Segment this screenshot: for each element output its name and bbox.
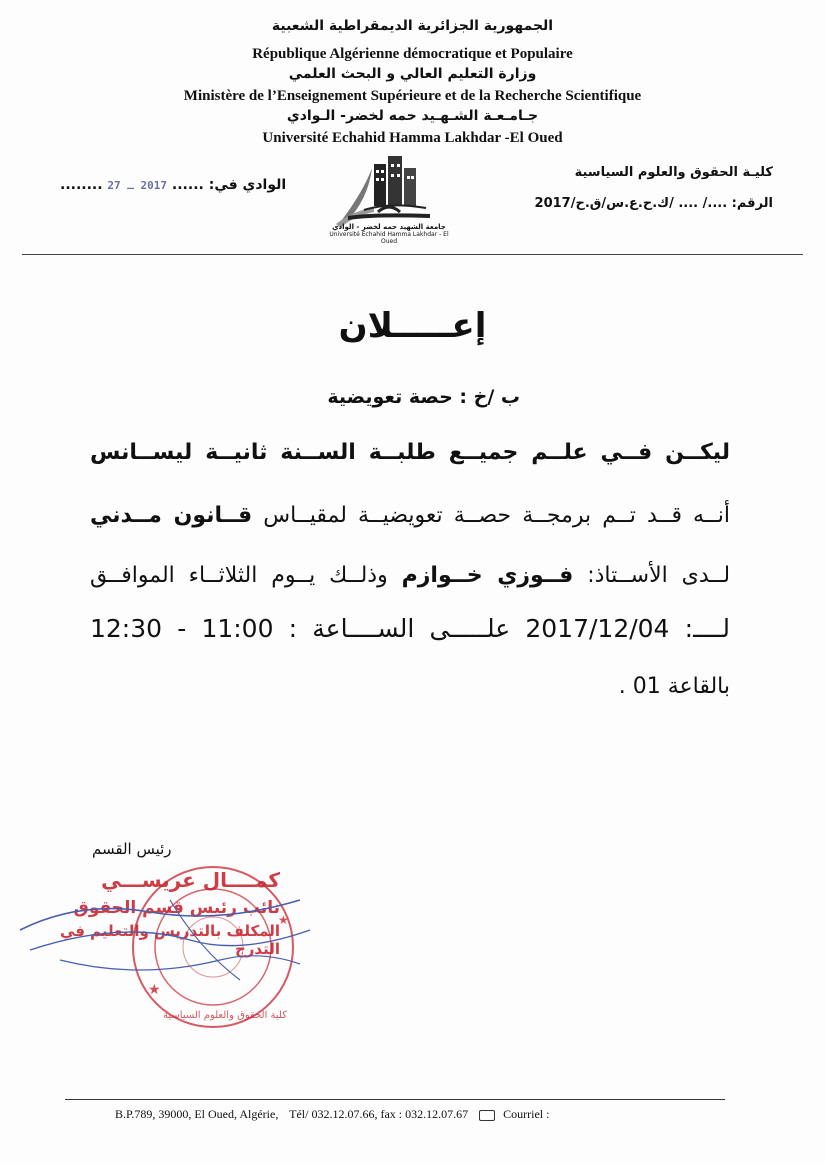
- signatory-name: كمــــال عريســـي: [101, 868, 280, 892]
- university-ar: جـامـعـة الشـهـيد حمه لخضر- الـوادي: [286, 108, 539, 124]
- republic-ar: الجمهورية الجزائرية الديمقراطية الشعبية: [271, 18, 554, 34]
- announcement-line-4: لــــ: 2017/12/04 علـــــى الســــاعة : 11:00 - 12:30: [90, 614, 730, 643]
- footer-address: B.P.789, 39000, El Oued, Algérie,: [115, 1107, 279, 1121]
- announcement-line-3: [90, 563, 730, 588]
- announcement-title: إعـــــلان: [338, 306, 487, 346]
- mail-icon: [479, 1110, 495, 1121]
- ministry-ar: وزارة التعليم العالي و البحث العلمي: [288, 66, 537, 82]
- footer-phone: Tél/ 032.12.07.66, fax : 032.12.07.67: [289, 1107, 469, 1121]
- line-3-text: لــدى الأســتاذ:: [587, 563, 731, 588]
- svg-text:★: ★: [278, 913, 289, 927]
- place-date: الوادي في: ...... 2017 ـ 27 ........: [60, 177, 287, 193]
- line-3-tail: وذلــك يــوم الثلاثــاء الموافــق: [90, 563, 388, 588]
- svg-text:★: ★: [148, 982, 161, 998]
- signatory-role: المكلف بالتدريس والتعليم في التدرج: [59, 922, 280, 958]
- professor-name: فــوزي خــوازم: [401, 563, 574, 588]
- signatory-title: نائب رئيس قسم الحقوق: [73, 898, 280, 918]
- faculty-name: كليـة الحقوق والعلوم السياسية: [574, 165, 773, 180]
- footer-divider: [65, 1099, 725, 1100]
- seal-text: كلية الحقوق والعلوم السياسية: [163, 1010, 287, 1021]
- university-fr: Université Echahid Hamma Lakhdar -El Oued: [262, 130, 563, 146]
- ministry-fr: Ministère de l’Enseignement Supérieure et de la Recherche Scientifique: [183, 88, 642, 104]
- announcement-line-1: ليكــن فــي علــم جميــع طلبــة الســنة ثانيــة ليســانس: [90, 440, 730, 465]
- logo-caption: [326, 224, 452, 245]
- reference-number: الرقم: ..../ .... /ك.ح.ع.س/ق.ح/2017: [534, 196, 773, 211]
- logo-caption-ar: جامعة الشهيد حمه لخضر - الوادي: [332, 223, 446, 231]
- footer-email-label: Courriel :: [503, 1107, 550, 1121]
- header-divider: [22, 254, 803, 255]
- signature-label: رئيس القسم: [92, 840, 172, 858]
- announcement-line-2: [90, 503, 730, 528]
- announcement-line-5: بالقاعة 01 .: [618, 674, 730, 699]
- logo-caption-fr: Université Echahid Hamma Lakhdar - El Oued: [329, 231, 449, 245]
- republic-fr: République Algérienne démocratique et Populaire: [252, 46, 573, 62]
- subject-course: قــانون مــدني: [90, 503, 253, 528]
- date-stamp: 2017 ـ 27: [107, 179, 168, 192]
- footer-contact: [115, 1107, 557, 1122]
- line-2-text: أنــه قــد تــم برمجــة حصــة تعويضيــة لمقيــاس: [263, 503, 730, 528]
- handwritten-signature-icon: [0, 860, 330, 1000]
- place-date-label: الوادي في:: [208, 177, 287, 193]
- announcement-subject: ب /خ : حصة تعويضية: [327, 386, 520, 408]
